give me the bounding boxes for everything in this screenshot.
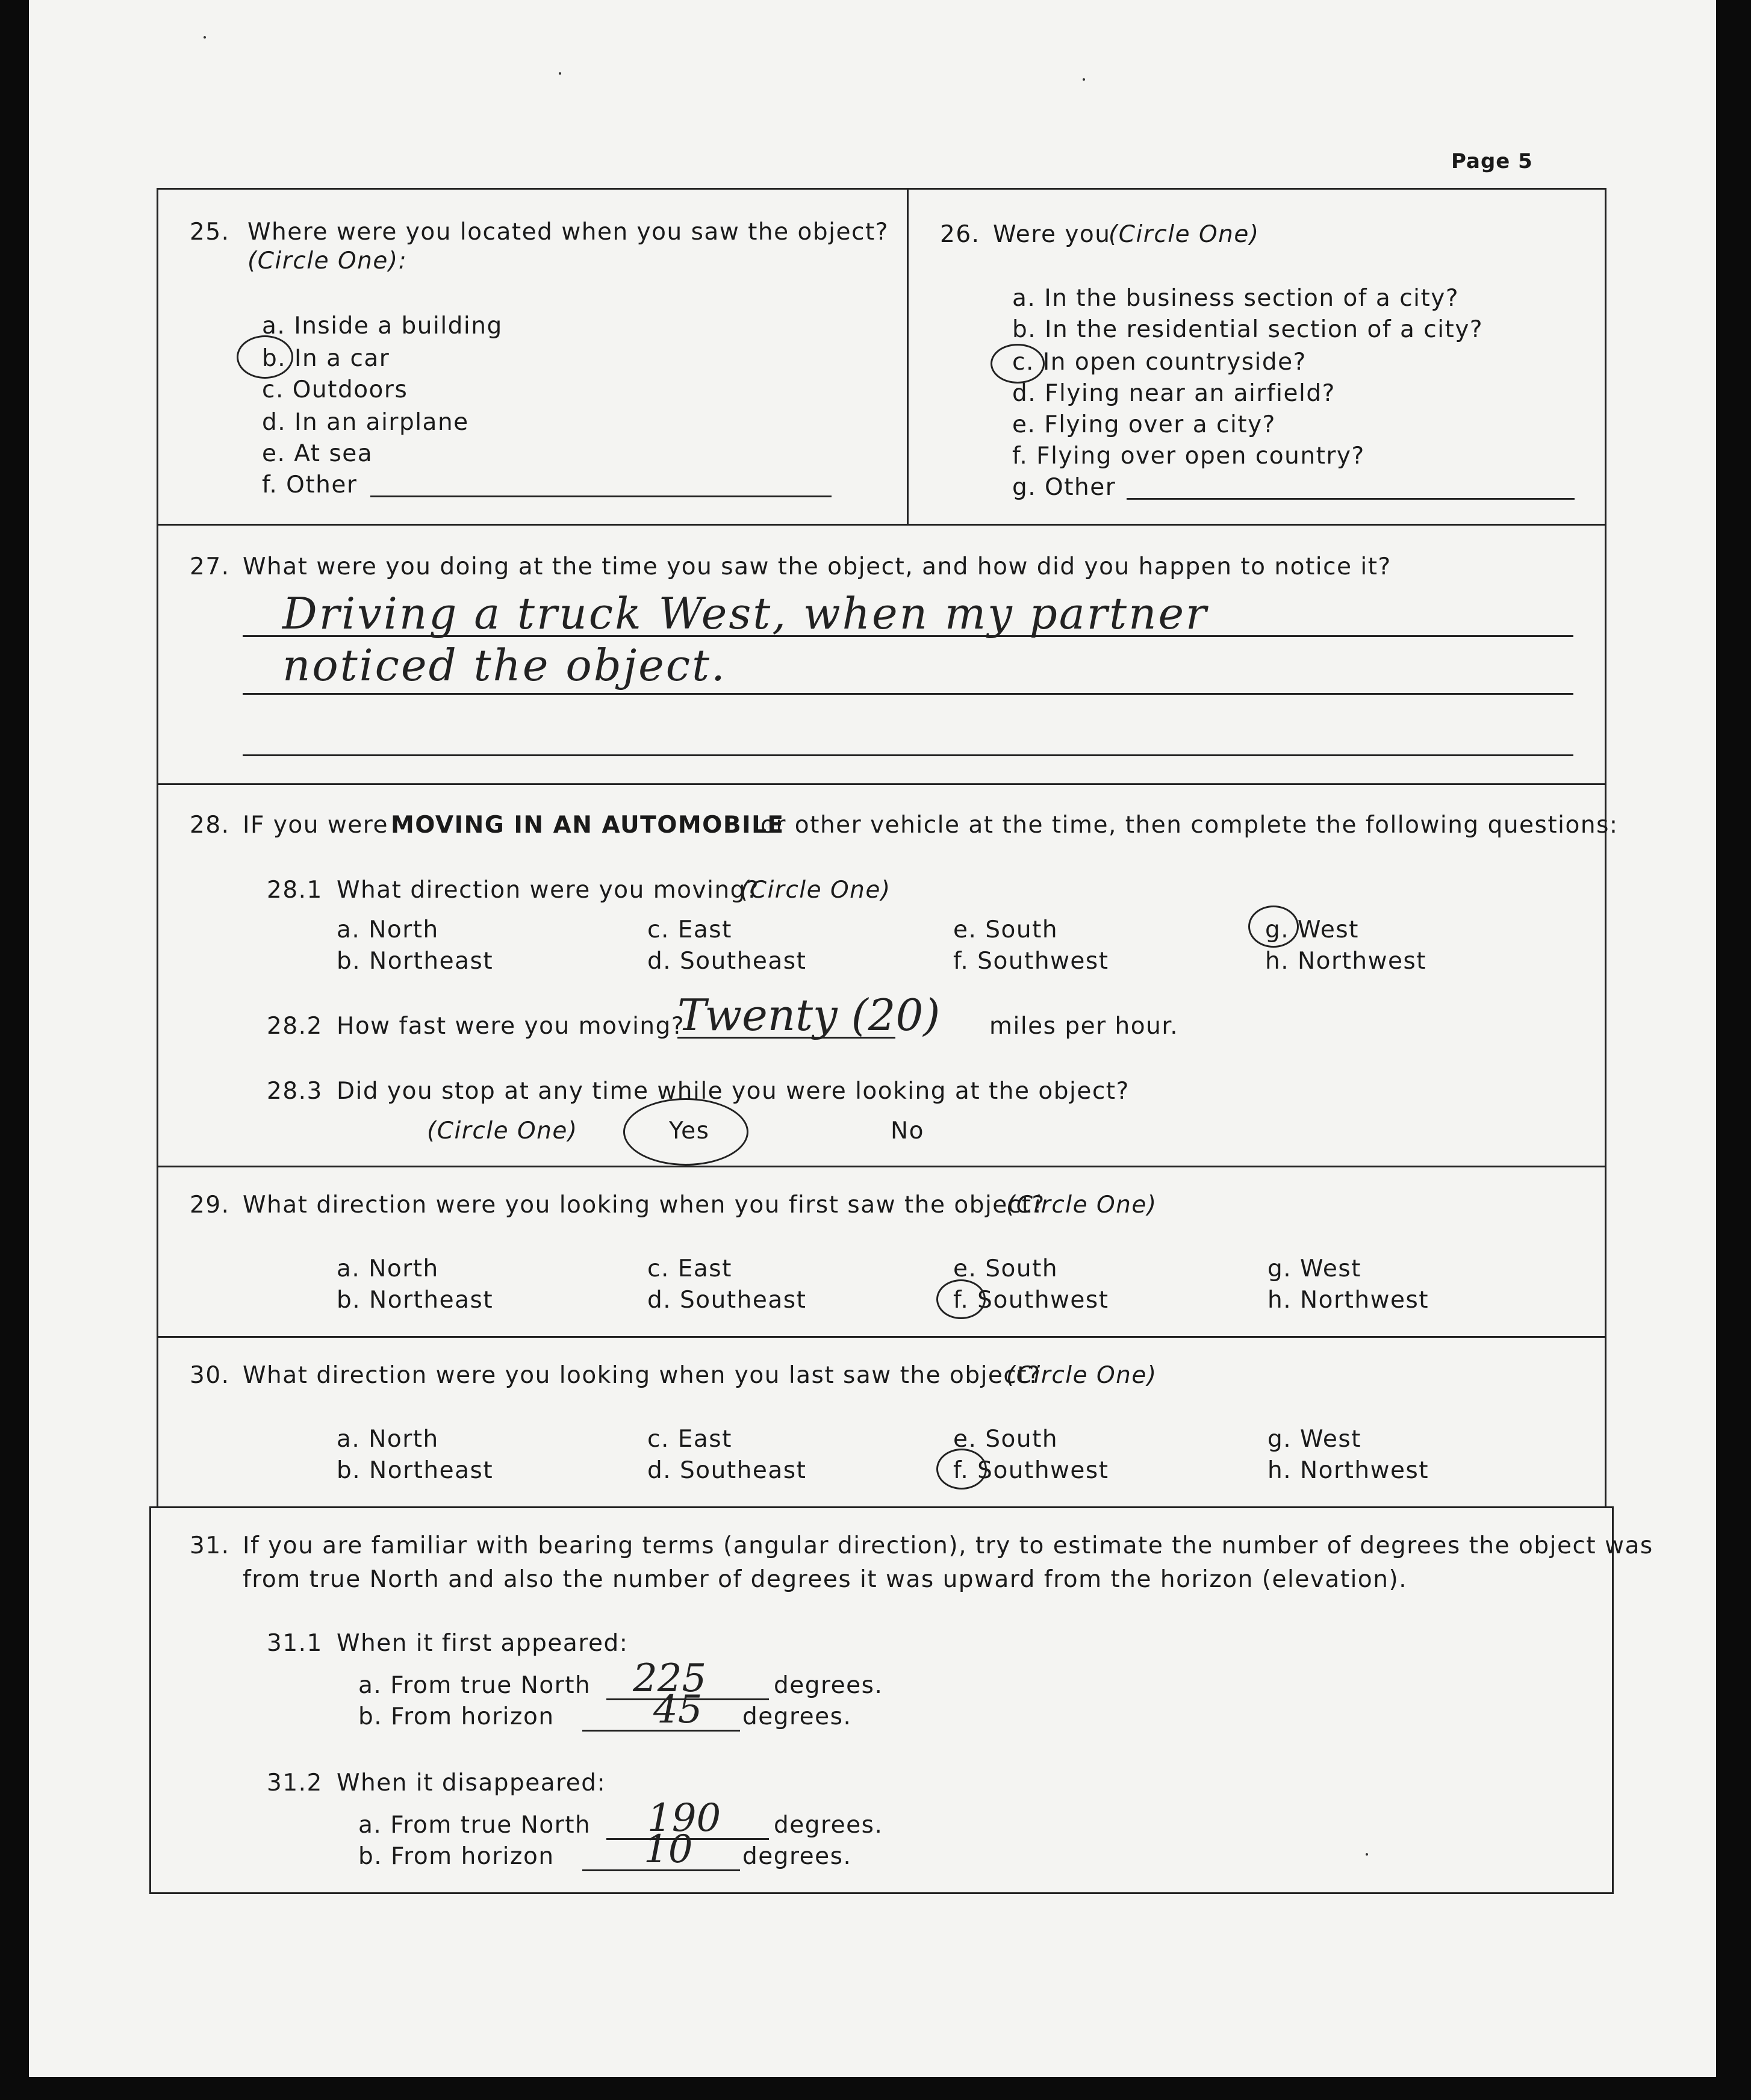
page-number: Page 5 xyxy=(1451,149,1533,173)
q28-2-answer: Twenty (20) xyxy=(677,990,941,1040)
q28-section xyxy=(157,783,1619,1167)
q31-2-horizon-value: 10 xyxy=(644,1827,693,1872)
q27-answer-line2: noticed the object. xyxy=(282,640,727,691)
q27-answer-rule-1[interactable] xyxy=(243,635,1573,637)
q31-2-north-unit: degrees. xyxy=(774,1812,883,1839)
q25-option-c[interactable]: c. Outdoors xyxy=(262,376,408,403)
q28-1-option-f[interactable]: f. Southwest xyxy=(953,948,1109,975)
q30-option-f[interactable]: f. Southwest xyxy=(953,1457,1109,1484)
q26-option-f[interactable]: f. Flying over open country? xyxy=(1012,443,1365,470)
q28-2-suffix: miles per hour. xyxy=(989,1013,1179,1040)
q27-question: What were you doing at the time you saw the object, and how did you happen to notice it? xyxy=(243,553,1392,580)
q25-option-f[interactable]: f. Other xyxy=(262,471,358,499)
q28-1-option-e[interactable]: e. South xyxy=(953,916,1059,943)
q25-option-d[interactable]: d. In an airplane xyxy=(262,409,469,436)
q28-2-number: 28.2 xyxy=(267,1013,323,1040)
q26-section xyxy=(907,188,1606,526)
q31-2-horizon-label: b. From horizon xyxy=(358,1843,555,1870)
q28-1-number: 28.1 xyxy=(267,877,323,904)
q31-2-north-label: a. From true North xyxy=(358,1812,591,1839)
q27-answer-line1: Driving a truck West, when my partner xyxy=(282,588,1208,639)
q30-number: 30. xyxy=(190,1362,230,1389)
q26-option-b[interactable]: b. In the residential section of a city? xyxy=(1012,316,1484,343)
q27-answer-rule-3[interactable] xyxy=(243,754,1573,756)
q28-1-instruction: (Circle One) xyxy=(740,877,891,904)
q25-option-e[interactable]: e. At sea xyxy=(262,440,373,467)
q28-3-answer-circle xyxy=(623,1098,748,1166)
scan-speck xyxy=(1366,1853,1368,1856)
q29-option-g[interactable]: g. West xyxy=(1267,1255,1361,1282)
q30-option-a[interactable]: a. North xyxy=(337,1426,439,1453)
q25-number: 25. xyxy=(190,219,230,246)
q26-question: Were you xyxy=(993,221,1111,248)
q30-option-g[interactable]: g. West xyxy=(1267,1426,1361,1453)
q31-2-horizon-field[interactable] xyxy=(582,1869,740,1871)
questionnaire-form xyxy=(157,188,1653,1894)
q29-section xyxy=(157,1166,1606,1338)
q26-option-d[interactable]: d. Flying near an airfield? xyxy=(1012,380,1336,407)
q27-number: 27. xyxy=(190,553,230,580)
q28-question-pre: IF you were xyxy=(243,812,388,839)
q26-instruction: (Circle One) xyxy=(1109,221,1260,248)
q28-1-option-g[interactable]: g. West xyxy=(1265,916,1359,943)
q29-option-c[interactable]: c. East xyxy=(647,1255,732,1282)
q29-option-a[interactable]: a. North xyxy=(337,1255,439,1282)
q29-option-e[interactable]: e. South xyxy=(953,1255,1059,1282)
q26-option-g[interactable]: g. Other xyxy=(1012,474,1116,501)
q31-2-label: When it disappeared: xyxy=(337,1769,606,1797)
q25-question: Where were you located when you saw the object? xyxy=(247,219,889,246)
q27-section xyxy=(157,524,1606,785)
q31-text-line1: If you are familiar with bearing terms (angular direction), try to estimate the number of degrees the object was xyxy=(243,1532,1653,1559)
q29-option-d[interactable]: d. Southeast xyxy=(647,1287,807,1314)
q28-3-number: 28.3 xyxy=(267,1078,323,1105)
q29-answer-circle xyxy=(936,1279,986,1319)
q31-text-line2: from true North and also the number of degrees it was upward from the horizon (elevation). xyxy=(243,1566,1408,1593)
q31-1-horizon-label: b. From horizon xyxy=(358,1703,555,1730)
q26-option-a[interactable]: a. In the business section of a city? xyxy=(1012,285,1460,312)
q30-question: What direction were you looking when you last saw the object? xyxy=(243,1362,1041,1389)
q28-1-question: What direction were you moving? xyxy=(337,877,760,904)
q28-3-question: Did you stop at any time while you were looking at the object? xyxy=(337,1078,1130,1105)
scan-speck xyxy=(559,72,561,75)
scan-speck xyxy=(1083,78,1085,81)
q31-1-north-value: 225 xyxy=(633,1656,707,1701)
q26-number: 26. xyxy=(940,221,980,248)
q28-question-post: or other vehicle at the time, then complete the following questions: xyxy=(760,812,1619,839)
q28-3-instruction: (Circle One) xyxy=(427,1117,578,1145)
q31-1-label: When it first appeared: xyxy=(337,1630,629,1657)
q29-option-f[interactable]: f. Southwest xyxy=(953,1287,1109,1314)
q26-answer-circle xyxy=(991,344,1045,384)
form-page xyxy=(29,0,1716,2077)
q31-section xyxy=(149,1506,1653,1894)
q29-question: What direction were you looking when you first saw the object? xyxy=(243,1191,1045,1219)
q31-1-north-label: a. From true North xyxy=(358,1672,591,1699)
q30-option-h[interactable]: h. Northwest xyxy=(1267,1457,1429,1484)
q30-option-b[interactable]: b. Northeast xyxy=(337,1457,494,1484)
q30-answer-circle xyxy=(936,1449,987,1490)
q30-option-c[interactable]: c. East xyxy=(647,1426,732,1453)
q31-1-horizon-unit: degrees. xyxy=(742,1703,852,1730)
q28-1-answer-circle xyxy=(1248,906,1299,948)
scan-speck xyxy=(204,36,206,39)
q27-answer-rule-2[interactable] xyxy=(243,693,1573,695)
q25-option-a[interactable]: a. Inside a building xyxy=(262,312,503,340)
q29-option-h[interactable]: h. Northwest xyxy=(1267,1287,1429,1314)
q31-2-horizon-unit: degrees. xyxy=(742,1843,852,1870)
q31-1-number: 31.1 xyxy=(267,1630,323,1657)
q30-section xyxy=(157,1336,1606,1508)
q28-1-option-h[interactable]: h. Northwest xyxy=(1265,948,1427,975)
q25-instruction: (Circle One): xyxy=(247,247,408,275)
q25-answer-circle xyxy=(237,335,293,379)
q28-question-bold: MOVING IN AN AUTOMOBILE xyxy=(391,812,785,839)
q28-number: 28. xyxy=(190,812,230,839)
q31-1-horizon-value: 45 xyxy=(653,1688,703,1732)
q28-2-answer-field[interactable] xyxy=(677,1037,895,1039)
q31-number: 31. xyxy=(190,1532,230,1559)
q26-option-c[interactable]: c. In open countryside? xyxy=(1012,349,1307,376)
q30-option-e[interactable]: e. South xyxy=(953,1426,1059,1453)
q31-2-north-value: 190 xyxy=(647,1796,721,1841)
q30-instruction: (Circle One) xyxy=(1006,1362,1157,1389)
q29-instruction: (Circle One) xyxy=(1006,1191,1157,1219)
q29-number: 29. xyxy=(190,1191,230,1219)
q28-3-option-no[interactable]: No xyxy=(891,1117,925,1145)
q31-1-horizon-field[interactable] xyxy=(582,1730,740,1732)
q30-option-d[interactable]: d. Southeast xyxy=(647,1457,807,1484)
q31-1-north-unit: degrees. xyxy=(774,1672,883,1699)
q29-option-b[interactable]: b. Northeast xyxy=(337,1287,494,1314)
q28-3-option-yes[interactable]: Yes xyxy=(669,1117,710,1145)
q28-1-option-c[interactable]: c. East xyxy=(647,916,732,943)
q31-2-number: 31.2 xyxy=(267,1769,323,1797)
q26-option-e[interactable]: e. Flying over a city? xyxy=(1012,411,1276,438)
q25-section xyxy=(157,188,909,526)
q26-other-field[interactable] xyxy=(1127,498,1575,500)
q28-2-question: How fast were you moving? xyxy=(337,1013,685,1040)
q28-1-option-a[interactable]: a. North xyxy=(337,916,439,943)
q25-other-field[interactable] xyxy=(370,495,832,497)
q28-1-option-b[interactable]: b. Northeast xyxy=(337,948,494,975)
q25-option-b[interactable]: b. In a car xyxy=(262,345,390,372)
q28-1-option-d[interactable]: d. Southeast xyxy=(647,948,807,975)
